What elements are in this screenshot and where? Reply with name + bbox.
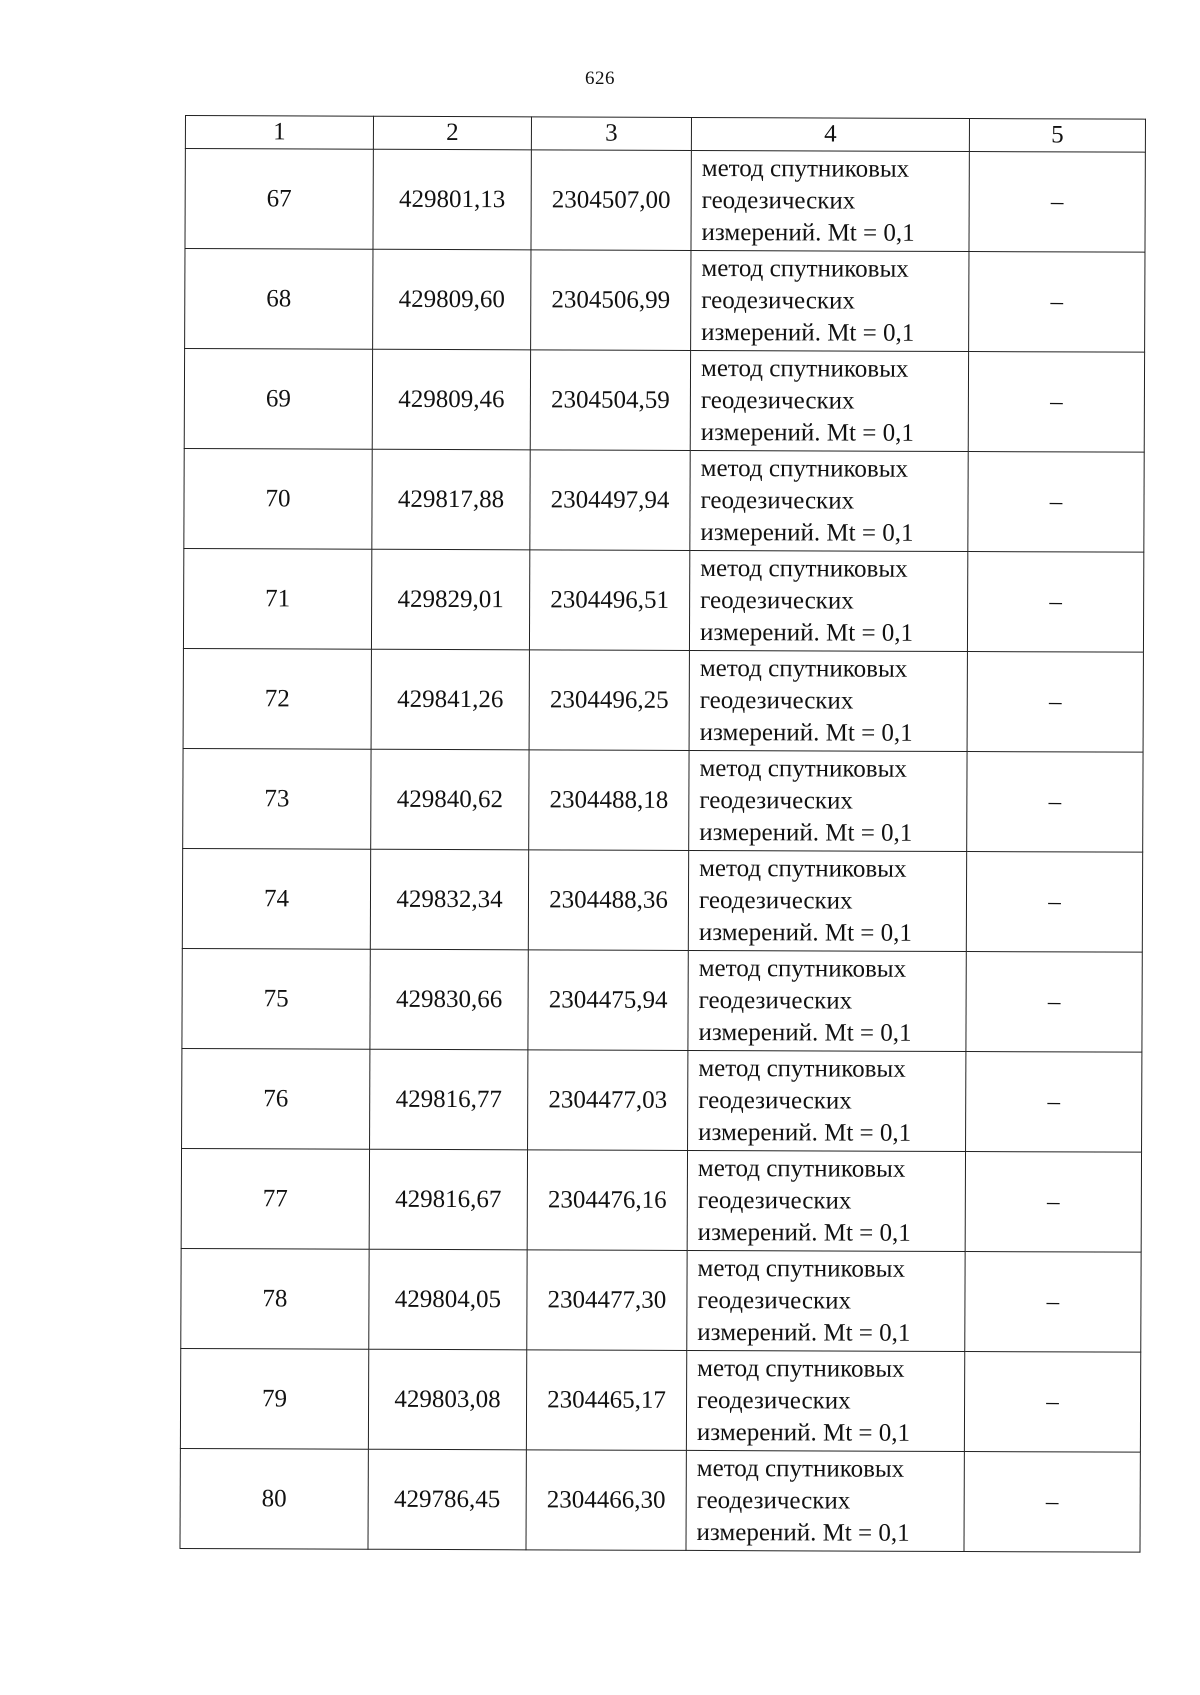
- method-line: геодезических: [700, 386, 855, 415]
- note-cell: –: [967, 552, 1143, 653]
- method-cell: [690, 450, 968, 551]
- method-line: геодезических: [699, 786, 854, 815]
- table-row: [181, 1148, 1141, 1252]
- method-line: геодезических: [700, 586, 854, 615]
- x-coordinate-cell: 429786,45: [368, 1449, 526, 1550]
- note-cell: –: [966, 952, 1142, 1053]
- y-coordinate-cell: 2304496,25: [529, 650, 689, 751]
- method-line: метод спутниковых: [699, 754, 907, 783]
- point-number-cell: 71: [183, 548, 371, 649]
- method-cell: [687, 1150, 965, 1251]
- method-line: измерений. Mt = 0,1: [698, 1018, 912, 1047]
- method-cell: [688, 850, 966, 951]
- method-line: метод спутниковых: [698, 1054, 906, 1083]
- y-coordinate-cell: 2304488,36: [528, 850, 688, 951]
- note-cell: –: [965, 1152, 1141, 1253]
- method-line: измерений. Mt = 0,1: [700, 518, 914, 547]
- coordinates-table: [179, 115, 1145, 1553]
- table-row: [183, 648, 1143, 752]
- y-coordinate-cell: 2304497,94: [530, 450, 690, 551]
- method-line: геодезических: [697, 1186, 852, 1215]
- method-cell: [689, 550, 967, 651]
- method-line: измерений. Mt = 0,1: [699, 818, 913, 847]
- note-cell: –: [966, 1052, 1142, 1153]
- method-line: геодезических: [700, 486, 855, 515]
- method-line: измерений. Mt = 0,1: [700, 418, 914, 447]
- method-cell: [689, 750, 967, 851]
- note-cell: –: [967, 652, 1143, 753]
- point-number-cell: 69: [184, 349, 372, 450]
- point-number-cell: 76: [182, 1048, 370, 1149]
- method-line: измерений. Mt = 0,1: [701, 318, 915, 347]
- method-line: геодезических: [696, 1486, 851, 1515]
- note-cell: –: [969, 152, 1145, 253]
- point-number-cell: 79: [180, 1348, 368, 1449]
- y-coordinate-cell: 2304477,03: [528, 1050, 688, 1151]
- y-coordinate-cell: 2304466,30: [526, 1450, 686, 1551]
- note-cell: –: [965, 1252, 1141, 1353]
- y-coordinate-cell: 2304506,99: [531, 250, 691, 351]
- note-cell: –: [964, 1352, 1140, 1453]
- point-number-cell: 72: [183, 648, 371, 749]
- x-coordinate-cell: 429804,05: [369, 1249, 527, 1350]
- table-row: [185, 249, 1145, 353]
- method-cell: [686, 1450, 964, 1551]
- note-cell: –: [968, 352, 1144, 453]
- table-header: [185, 116, 1145, 153]
- method-line: геодезических: [698, 886, 853, 915]
- table-body: [180, 149, 1145, 1553]
- table-row: [180, 1348, 1140, 1452]
- table-row: [182, 948, 1142, 1052]
- method-line: метод спутниковых: [699, 654, 908, 683]
- note-cell: –: [964, 1452, 1140, 1553]
- y-coordinate-cell: 2304476,16: [527, 1150, 687, 1251]
- header-cell-1: 1: [185, 116, 373, 150]
- x-coordinate-cell: 429840,62: [371, 749, 529, 850]
- method-line: геодезических: [697, 1286, 852, 1315]
- x-coordinate-cell: 429801,13: [373, 149, 531, 250]
- x-coordinate-cell: 429809,60: [373, 249, 531, 350]
- table-row: [183, 548, 1143, 652]
- method-line: измерений. Mt = 0,1: [701, 218, 915, 247]
- method-cell: [688, 1050, 966, 1151]
- header-cell-4: 4: [691, 117, 969, 151]
- method-line: геодезических: [697, 1386, 851, 1415]
- method-line: измерений. Mt = 0,1: [698, 1118, 912, 1147]
- method-line: геодезических: [701, 186, 856, 215]
- method-cell: [691, 250, 969, 351]
- y-coordinate-cell: 2304477,30: [527, 1250, 687, 1351]
- method-cell: [690, 350, 968, 451]
- x-coordinate-cell: 429816,67: [369, 1149, 527, 1250]
- method-line: метод спутниковых: [697, 1354, 905, 1383]
- x-coordinate-cell: 429817,88: [372, 449, 530, 550]
- table-row: [183, 748, 1143, 852]
- table-row: [180, 1448, 1140, 1552]
- method-line: измерений. Mt = 0,1: [697, 1218, 911, 1247]
- method-line: измерений. Mt = 0,1: [696, 1418, 911, 1447]
- method-line: метод спутниковых: [699, 854, 907, 883]
- method-cell: [687, 1250, 965, 1351]
- x-coordinate-cell: 429830,66: [370, 949, 528, 1050]
- method-line: измерений. Mt = 0,1: [699, 618, 914, 647]
- point-number-cell: 68: [185, 249, 373, 350]
- method-cell: [689, 650, 967, 751]
- point-number-cell: 75: [182, 948, 370, 1049]
- method-line: метод спутниковых: [697, 1154, 906, 1183]
- x-coordinate-cell: 429816,77: [370, 1049, 528, 1150]
- point-number-cell: 70: [184, 448, 372, 549]
- header-cell-5: 5: [969, 119, 1145, 153]
- method-line: метод спутниковых: [696, 1454, 905, 1483]
- table-row: [185, 149, 1145, 253]
- table-row: [184, 349, 1144, 453]
- x-coordinate-cell: 429829,01: [371, 549, 529, 650]
- method-line: геодезических: [699, 686, 854, 715]
- point-number-cell: 73: [183, 748, 371, 849]
- x-coordinate-cell: 429809,46: [372, 349, 530, 450]
- method-line: метод спутниковых: [701, 154, 910, 183]
- method-cell: [688, 950, 966, 1051]
- point-number-cell: 74: [182, 848, 370, 949]
- method-cell: [691, 150, 969, 251]
- method-line: измерений. Mt = 0,1: [698, 918, 912, 947]
- method-line: измерений. Mt = 0,1: [697, 1318, 911, 1347]
- method-line: геодезических: [698, 1086, 852, 1115]
- method-line: измерений. Mt = 0,1: [699, 718, 913, 747]
- x-coordinate-cell: 429841,26: [371, 649, 529, 750]
- y-coordinate-cell: 2304465,17: [526, 1350, 686, 1451]
- method-cell: [686, 1350, 964, 1451]
- header-cell-2: 2: [373, 116, 531, 150]
- point-number-cell: 77: [181, 1148, 369, 1249]
- method-line: измерений. Mt = 0,1: [696, 1518, 910, 1547]
- method-line: геодезических: [701, 286, 855, 315]
- page-number: 626: [585, 68, 615, 89]
- method-line: метод спутниковых: [698, 954, 907, 983]
- y-coordinate-cell: 2304475,94: [528, 950, 688, 1051]
- method-line: метод спутниковых: [697, 1254, 906, 1283]
- table-row: [184, 448, 1144, 552]
- note-cell: –: [967, 752, 1143, 853]
- coordinates-table-wrapper: [179, 115, 1144, 1553]
- note-cell: –: [968, 452, 1144, 553]
- y-coordinate-cell: 2304504,59: [530, 350, 690, 451]
- x-coordinate-cell: 429832,34: [370, 849, 528, 950]
- y-coordinate-cell: 2304507,00: [531, 150, 691, 251]
- note-cell: –: [966, 852, 1142, 953]
- method-line: геодезических: [698, 986, 853, 1015]
- y-coordinate-cell: 2304496,51: [529, 550, 689, 651]
- header-cell-3: 3: [531, 117, 691, 151]
- point-number-cell: 67: [185, 149, 373, 250]
- table-row: [182, 848, 1142, 952]
- method-line: метод спутниковых: [701, 254, 909, 283]
- method-line: метод спутниковых: [700, 354, 909, 383]
- method-line: метод спутниковых: [700, 554, 908, 583]
- x-coordinate-cell: 429803,08: [368, 1349, 526, 1450]
- note-cell: –: [969, 252, 1145, 353]
- point-number-cell: 78: [181, 1248, 369, 1349]
- table-row: [182, 1048, 1142, 1152]
- header-row: [185, 116, 1145, 153]
- point-number-cell: 80: [180, 1448, 368, 1549]
- y-coordinate-cell: 2304488,18: [529, 750, 689, 851]
- method-line: метод спутниковых: [700, 454, 909, 483]
- table-row: [181, 1248, 1141, 1352]
